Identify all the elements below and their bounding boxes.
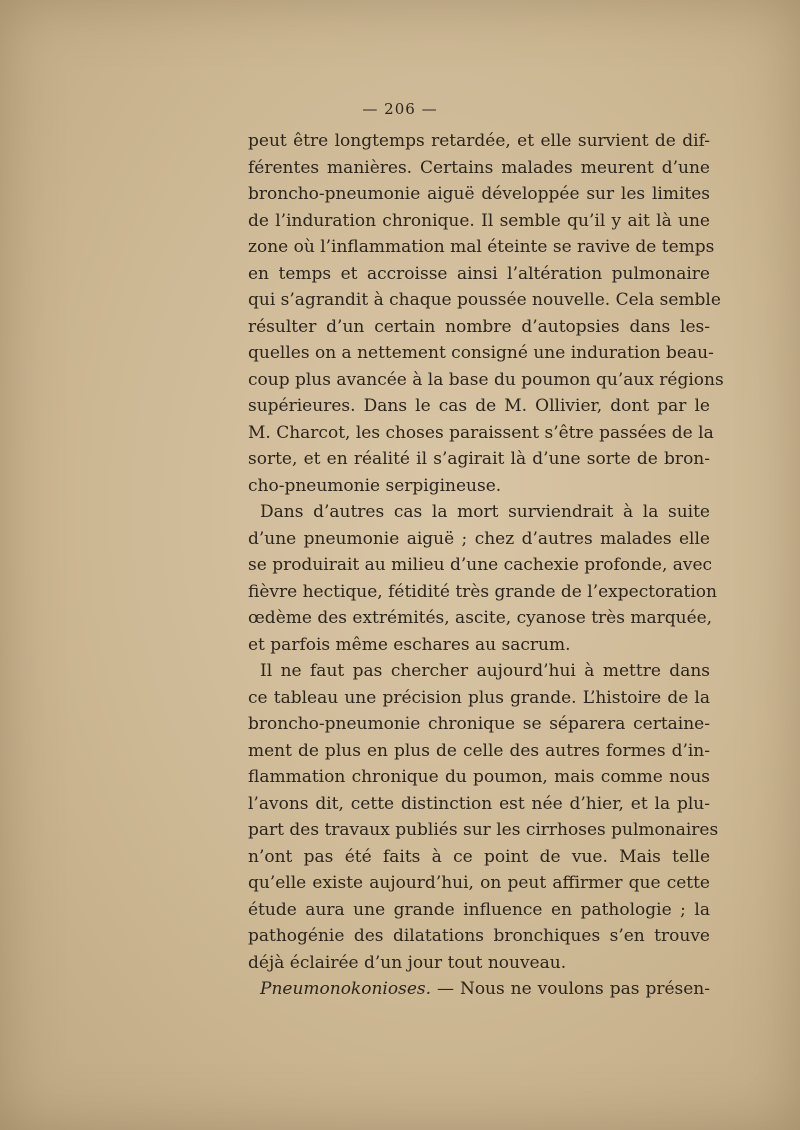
text-line: de l’induration chronique. Il semble qu’il y ait là une xyxy=(248,210,710,231)
text-line: part des travaux publiés sur les cirrhoses pulmonaires xyxy=(248,820,719,840)
text-line: fièvre hectique, fétidité très grande de l’expectoration xyxy=(248,581,717,602)
body-text xyxy=(248,128,724,1003)
text-line: d’une pneumonie aiguë ; chez d’autres malades elle xyxy=(248,528,710,549)
text-line: Dans d’autres cas la mort surviendrait à la suite xyxy=(260,502,710,522)
text-line: en temps et accroisse ainsi l’altération pulmonaire xyxy=(248,263,710,284)
text-line: n’ont pas été faits à ce point de vue. Mais telle xyxy=(248,846,710,867)
text-line: flammation chronique du poumon, mais comme nous xyxy=(248,767,710,787)
text-line: l’avons dit, cette distinction est née d’hier, et la plu- xyxy=(248,793,710,814)
text-line: qu’elle existe aujourd’hui, on peut affirmer que cette xyxy=(248,873,710,893)
text-line: férentes manières. Certains malades meurent d’une xyxy=(248,157,710,178)
text-line: zone où l’inflammation mal éteinte se ravive de temps xyxy=(248,237,715,257)
text-line: œdème des extrémités, ascite, cyanose très marquée, xyxy=(248,608,713,628)
text-line: broncho-pneumonie aiguë développée sur les limites xyxy=(248,184,710,204)
text-line: et parfois même eschares au sacrum. xyxy=(248,634,571,655)
text-line-section-heading xyxy=(248,976,710,1003)
text-line: résulter d’un certain nombre d’autopsies dans les- xyxy=(248,316,710,337)
text-line: ment de plus en plus de celle des autres formes d’in- xyxy=(248,740,710,761)
text-line: déjà éclairée d’un jour tout nouveau. xyxy=(248,952,567,973)
text-line: ce tableau une précision plus grande. L’histoire de la xyxy=(248,687,710,708)
text-line: étude aura une grande influence en pathologie ; la xyxy=(248,899,710,920)
text-line: Il ne faut pas chercher aujourd’hui à mettre dans xyxy=(260,661,710,681)
text-line: supérieures. Dans le cas de M. Ollivier, dont par le xyxy=(248,396,710,416)
text-line: pathogénie des dilatations bronchiques s’en trouve xyxy=(248,926,710,946)
page-number: — 206 — xyxy=(362,100,438,118)
text-line: M. Charcot, les choses paraissent s’être passées de la xyxy=(248,422,714,443)
text-line: sorte, et en réalité il s’agirait là d’une sorte de bron- xyxy=(248,449,710,469)
text-line: coup plus avancée à la base du poumon qu’aux régions xyxy=(248,369,724,390)
section-heading: Pneumonokonioses. xyxy=(260,979,432,999)
section-heading-rest: — Nous ne voulons pas présen- xyxy=(431,979,710,999)
text-line: broncho-pneumonie chronique se séparera certaine- xyxy=(248,714,710,734)
text-line: cho-pneumonie serpigineuse. xyxy=(248,475,502,496)
text-line: se produirait au milieu d’une cachexie profonde, avec xyxy=(248,555,713,575)
text-line: peut être longtemps retardée, et elle survient de dif- xyxy=(248,131,710,151)
text-line: quelles on a nettement consigné une induration beau- xyxy=(248,343,714,363)
text-line: qui s’agrandit à chaque poussée nouvelle. Cela semble xyxy=(248,290,721,310)
